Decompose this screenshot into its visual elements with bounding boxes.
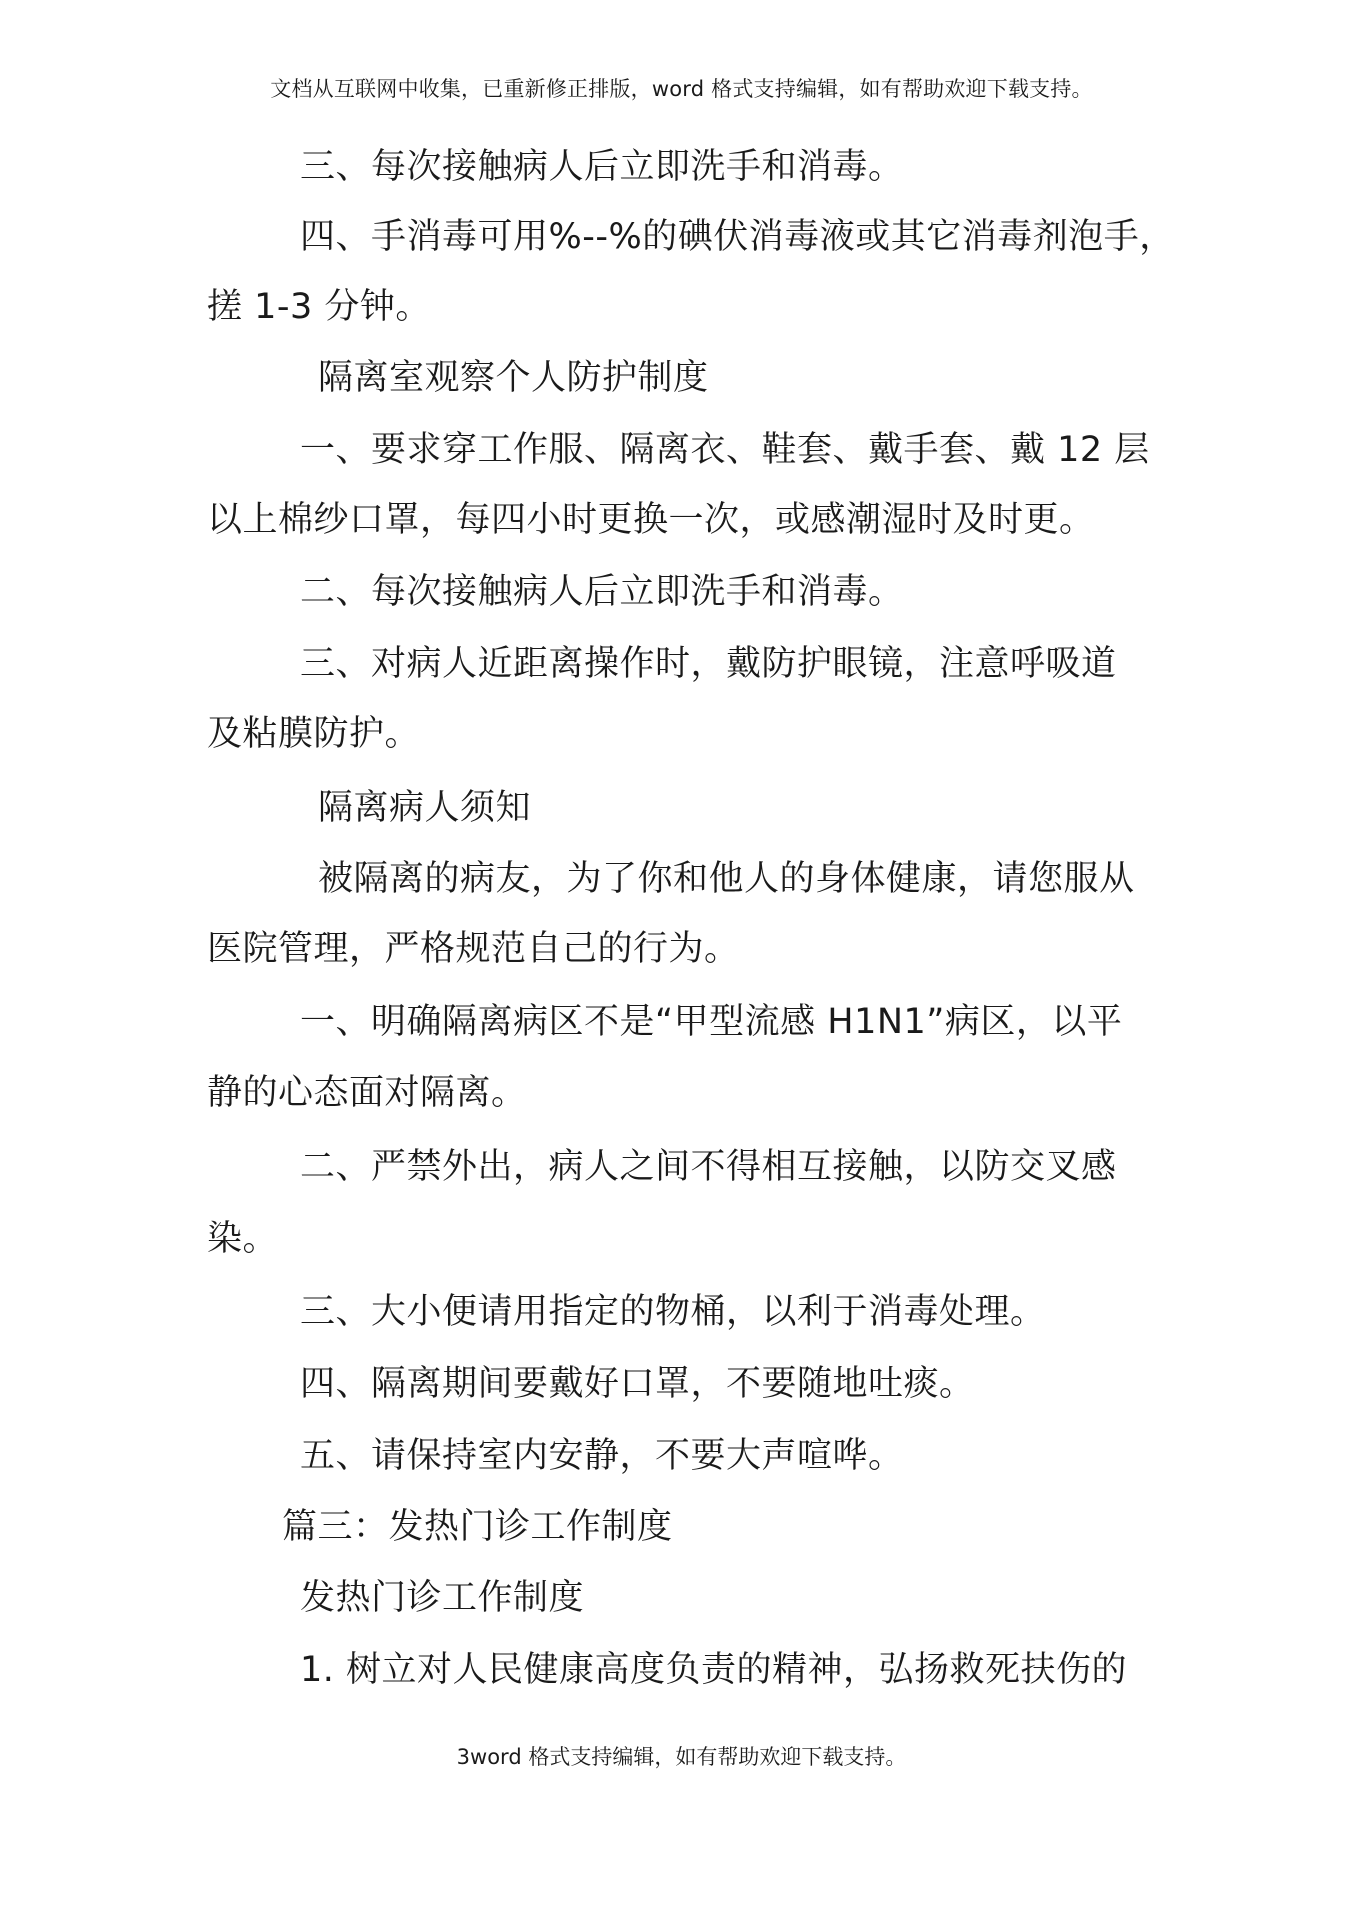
paragraph-line: 一、要求穿工作服、隔离衣、鞋套、戴手套、戴 12 层 xyxy=(300,430,1150,470)
section-heading: 发热门诊工作制度 xyxy=(300,1578,585,1618)
paragraph-line: 以上棉纱口罩，每四小时更换一次，或感潮湿时及时更。 xyxy=(207,500,1095,540)
section-heading: 隔离病人须知 xyxy=(318,788,532,828)
paragraph-line: 染。 xyxy=(207,1219,279,1259)
paragraph-line: 五、请保持室内安静，不要大声喧哗。 xyxy=(300,1436,904,1476)
page-header-note: 文档从互联网中收集，已重新修正排版，word 格式支持编辑，如有帮助欢迎下载支持。 xyxy=(270,77,1093,101)
paragraph-line: 一、明确隔离病区不是“甲型流感 H1N1”病区，以平 xyxy=(300,1002,1123,1042)
paragraph-line: 及粘膜防护。 xyxy=(207,714,421,754)
paragraph-line: 二、每次接触病人后立即洗手和消毒。 xyxy=(300,572,904,612)
section-heading: 隔离室观察个人防护制度 xyxy=(318,358,709,398)
section-heading: 篇三：发热门诊工作制度 xyxy=(282,1507,673,1547)
paragraph-line: 静的心态面对隔离。 xyxy=(207,1073,527,1113)
paragraph-line: 二、严禁外出，病人之间不得相互接触，以防交叉感 xyxy=(300,1147,1117,1187)
paragraph-line: 三、对病人近距离操作时，戴防护眼镜，注意呼吸道 xyxy=(300,644,1117,684)
paragraph-line: 四、隔离期间要戴好口罩，不要随地吐痰。 xyxy=(300,1364,975,1404)
paragraph-line: 四、手消毒可用%--%的碘伏消毒液或其它消毒剂泡手， xyxy=(300,217,1175,257)
paragraph-line: 医院管理，严格规范自己的行为。 xyxy=(207,929,740,969)
page-footer-note: 3word 格式支持编辑，如有帮助欢迎下载支持。 xyxy=(456,1745,907,1769)
paragraph-line: 搓 1-3 分钟。 xyxy=(207,287,431,327)
paragraph-line: 三、大小便请用指定的物桶，以利于消毒处理。 xyxy=(300,1292,1046,1332)
paragraph-line: 三、每次接触病人后立即洗手和消毒。 xyxy=(300,147,904,187)
paragraph-line: 1. 树立对人民健康高度负责的精神，弘扬救死扶伤的 xyxy=(300,1650,1128,1690)
paragraph-line: 被隔离的病友，为了你和他人的身体健康，请您服从 xyxy=(318,859,1135,899)
